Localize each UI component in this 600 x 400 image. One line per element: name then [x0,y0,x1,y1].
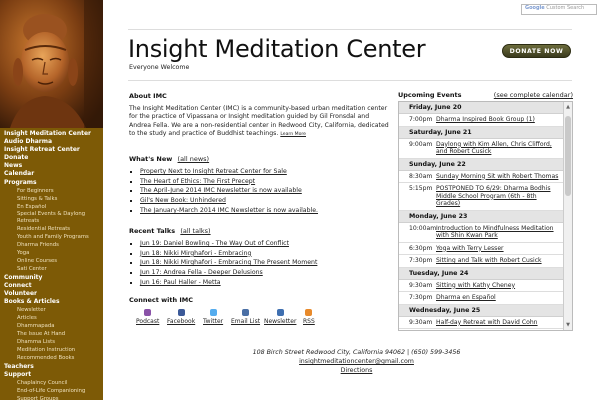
event-time: 6:30pm [409,244,433,252]
newsletter-icon [277,309,284,316]
nav-item-the-issue-at-hand[interactable]: The Issue At Hand [17,331,66,338]
event-day-heading: Friday, June 20 [399,102,563,114]
talk-item[interactable]: ▪ Jun 18: Nikki Mirghafori - Embracing The Present Moment [140,258,317,268]
connect-facebook-link[interactable] [167,309,195,325]
news-list [140,167,318,216]
recent-talks-title: Recent Talks [129,227,176,235]
connect-twitter-link[interactable] [203,309,223,325]
event-time: 10:00am [409,224,437,232]
about-heading: About IMC [129,92,167,100]
news-item[interactable]: ▪ Property Next to Insight Retreat Center for Sale [140,167,318,177]
event-row [399,292,563,305]
event-row [399,255,563,268]
nav-item-teachers[interactable]: Teachers [4,362,34,370]
donate-button[interactable]: DONATE NOW [502,44,571,58]
podcast-icon [144,309,151,316]
nav-item-insight-meditation-center[interactable]: Insight Meditation Center [4,130,92,137]
learn-more-link[interactable]: Learn More [280,132,306,138]
events-panel [398,101,573,331]
scroll-down-icon[interactable]: ▼ [566,322,570,328]
left-sidebar [0,0,103,400]
nav-item-support-groups[interactable]: Support Groups [17,395,59,400]
event-title-link[interactable]: Sitting with Kathy Cheney [436,281,516,289]
event-row [399,171,563,184]
nav-item-youth-and-family-programs[interactable]: Youth and Family Programs [17,234,89,241]
event-row [399,317,563,330]
nav-item-news[interactable]: News [4,162,23,170]
header-divider [128,80,572,81]
nav-item-sati-center[interactable]: Sati Center [17,266,47,273]
event-title-link[interactable]: Dharma Inspired Book Group (1) [436,116,535,123]
events-scroll-thumb[interactable] [565,116,571,196]
nav-item-yoga[interactable]: Yoga [17,250,30,257]
about-body: The Insight Meditation Center (IMC) is a community-based urban meditation center for the practice of Vipassana or Insight meditation guided by Gil Fronsdal and Andrea Fella. We are a non-residential center in Redwood City, California, dedicated to the study and practice of Buddhist teachings. [129,105,389,138]
connect-label: Podcast [136,318,160,325]
connect-email-list-link[interactable] [231,309,260,325]
nav-item-volunteer[interactable]: Volunteer [4,289,38,297]
nav-item-recommended-books[interactable]: Recommended Books [17,355,75,362]
connect-label: Twitter [203,318,224,325]
event-row [399,243,563,256]
news-item[interactable]: ▪ Gil's New Book: Unhindered [140,196,318,206]
events-heading [398,91,573,99]
event-time: 9:00am [409,140,433,148]
nav-item-connect[interactable]: Connect [4,281,32,289]
nav-item-dhammapada[interactable]: Dhammapada [17,323,55,330]
nav-item-insight-retreat-center[interactable]: Insight Retreat Center [4,146,80,154]
event-time: 7:00pm [409,116,433,123]
about-text [129,105,389,140]
connect-newsletter-link[interactable] [264,309,296,325]
all-talks-link[interactable]: (all talks) [180,227,211,235]
event-time: 7:30pm [409,257,433,264]
search-input[interactable] [521,4,597,15]
talk-item[interactable]: ▪ Jun 16: Paul Haller - Metta [140,278,317,288]
connect-label: Newsletter [264,318,297,325]
site-tagline: Everyone Welcome [129,64,190,71]
connect-label: Email List [231,318,261,325]
site-title[interactable]: Insight Meditation Center [128,35,426,63]
news-item[interactable]: ▪ The Heart of Ethics: The First Precept [140,177,318,187]
nav-item-calendar[interactable]: Calendar [4,170,35,178]
event-time: 9:30am [409,281,433,289]
event-row [399,223,563,243]
event-time: 5:15pm [409,185,433,192]
event-time: 8:30am [409,172,433,180]
event-title-link[interactable]: Half-day Retreat with David Cohn [436,318,538,326]
connect-podcast-link[interactable] [136,309,159,325]
main-navigation [0,130,103,400]
event-day-heading: Monday, June 23 [399,211,563,223]
nav-item-online-courses[interactable]: Online Courses [17,258,58,265]
nav-item-donate[interactable]: Donate [4,154,29,162]
talks-list [140,239,317,288]
nav-item-dhamma-lists[interactable]: Dhamma Lists [17,339,55,346]
event-day-heading: Wednesday, June 25 [399,305,563,317]
nav-item-community[interactable]: Community [4,273,43,281]
facebook-icon [178,309,185,316]
event-row [399,183,563,211]
event-time: 9:30am [409,318,433,326]
search-placeholder: Custom Search [546,5,585,11]
nav-item-en-espa-ol[interactable]: En Español [17,203,47,210]
nav-item-special-events-daylong-retreats[interactable]: Special Events & Daylong Retreats [17,210,86,224]
twitter-icon [210,309,217,316]
nav-item-dharma-friends[interactable]: Dharma Friends [17,242,59,249]
nav-item-audio-dharma[interactable]: Audio Dharma [4,138,53,146]
nav-item-newsletter[interactable]: Newsletter [17,306,46,313]
event-title-link[interactable]: Sitting and Talk with Robert Cusick [436,257,542,264]
email-icon [242,309,249,316]
event-title-link[interactable]: Yoga with Terry Lesser [436,244,504,252]
connect-rss-link[interactable] [303,309,315,325]
events-list [399,102,563,329]
event-row [399,139,563,159]
event-title-link[interactable]: Daylong with Kim Allen, Chris Clifford, and Robert Cusick [436,140,552,155]
rss-icon [305,309,312,316]
whats-new-title: What's New [129,155,173,163]
footer-address: 108 Birch Street Redwood City, California 94062 | (650) 599-3456 [252,349,461,356]
search-brand: Google [525,5,545,11]
connect-heading: Connect with IMC [129,296,194,304]
scroll-up-icon[interactable]: ▲ [566,104,570,110]
recent-talks-heading [129,227,211,235]
news-item[interactable]: ▪ The January-March 2014 IMC Newsletter is now available. [140,206,318,216]
nav-item-for-beginners[interactable]: For Beginners [17,187,54,194]
whats-new-heading [129,155,209,163]
nav-item-books-articles[interactable]: Books & Articles [4,297,60,305]
event-title-link[interactable]: Introduction to Mindfulness Meditation with Shin Kwan Park [436,224,554,239]
event-day-heading: Saturday, June 21 [399,127,563,139]
event-title-link[interactable]: Sunday Morning Sit with Robert Thomas [436,172,559,180]
event-day-heading: Sunday, June 22 [399,159,563,171]
events-scrollbar[interactable] [563,102,572,330]
event-title-link[interactable]: Dharma en Español [436,294,496,301]
header-divider-top [128,29,572,30]
event-day-heading: Tuesday, June 24 [399,268,563,280]
buddha-statue-image [0,0,103,128]
footer [128,348,585,375]
connect-label: RSS [303,318,315,325]
events-title: Upcoming Events [398,91,462,99]
talk-item[interactable]: ▪ Jun 18: Nikki Mirghafori - Embracing [140,249,317,259]
connect-label: Facebook [167,318,196,325]
event-row [399,280,563,293]
connect-links [136,309,326,329]
all-news-link[interactable]: (all news) [177,155,210,163]
nav-item-programs[interactable]: Programs [4,178,37,186]
nav-item-meditation-instruction[interactable]: Meditation Instruction [17,347,76,354]
event-title-link[interactable]: POSTPONED TO 6/29: Dharma Bodhis Middle School Program (6th - 8th Grades) [436,185,551,207]
event-time: 7:30pm [409,294,433,301]
talk-item[interactable]: ▪ Jun 17: Andrea Fella - Deeper Delusions [140,268,317,278]
nav-item-end-of-life-companioning[interactable]: End-of-Life Companioning [17,387,86,394]
news-item[interactable]: ▪ The April-June 2014 IMC Newsletter is now available [140,186,318,196]
nav-item-sittings-talks[interactable]: Sittings & Talks [17,195,58,202]
event-row [399,114,563,127]
nav-item-chaplaincy-council[interactable]: Chaplaincy Council [17,379,68,386]
footer-directions-link[interactable]: Directions [340,367,373,374]
nav-item-articles[interactable]: Articles [17,314,37,321]
complete-calendar-link[interactable]: (see complete calendar) [493,91,573,99]
nav-item-support[interactable]: Support [4,370,32,378]
talk-item[interactable]: ▪ Jun 19: Daniel Bowling - The Way Out of Conflict [140,239,317,249]
footer-email-link[interactable]: insightmeditationcenter@gmail.com [299,358,414,365]
nav-item-residential-retreats[interactable]: Residential Retreats [17,225,71,232]
